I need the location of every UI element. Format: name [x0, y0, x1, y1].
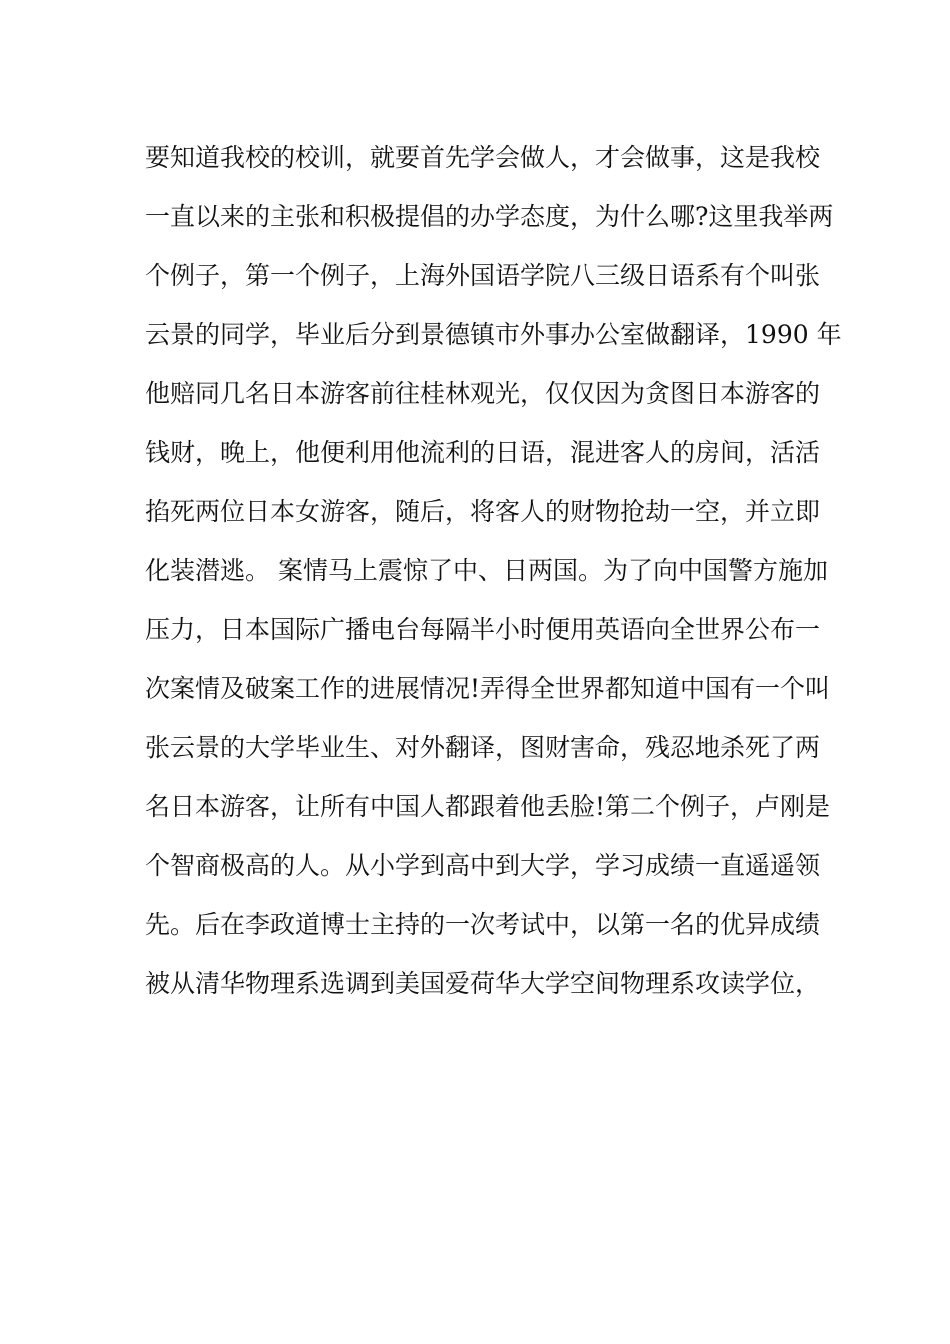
- text-line-6: 钱财，晚上，他便利用他流利的日语，混进客人的房间，活活: [145, 438, 821, 467]
- body-text: [145, 128, 842, 1013]
- text-line-8: 化装潜逃。 案情马上震惊了中、日两国。为了向中国警方施加: [145, 556, 828, 585]
- text-line-10: 次案情及破案工作的进展情况!弄得全世界都知道中国有一个叫: [145, 674, 831, 703]
- text-line-2: 一直以来的主张和积极提倡的办学态度，为什么哪?这里我举两: [145, 202, 834, 231]
- text-line-15: 被从清华物理系选调到美国爱荷华大学空间物理系攻读学位，: [145, 969, 821, 998]
- text-line-11: 张云景的大学毕业生、对外翻译，图财害命，残忍地杀死了两: [145, 733, 821, 762]
- text-line-12: 名日本游客，让所有中国人都跟着他丢脸!第二个例子，卢刚是: [145, 792, 831, 821]
- text-line-14: 先。后在李政道博士主持的一次考试中，以第一名的优异成绩: [145, 910, 821, 939]
- text-line-9: 压力，日本国际广播电台每隔半小时便用英语向全世界公布一: [145, 615, 821, 644]
- text-line-3: 个例子，第一个例子，上海外国语学院八三级日语系有个叫张: [145, 261, 821, 290]
- text-line-1: 要知道我校的校训，就要首先学会做人，才会做事，这是我校: [145, 143, 821, 172]
- text-line-4: 云景的同学，毕业后分到景德镇市外事办公室做翻译，1990 年: [145, 320, 842, 349]
- text-line-7: 掐死两位日本女游客，随后，将客人的财物抢劫一空，并立即: [145, 497, 821, 526]
- text-line-13: 个智商极高的人。从小学到高中到大学，学习成绩一直遥遥领: [145, 851, 821, 880]
- text-line-5: 他赔同几名日本游客前往桂林观光，仅仅因为贪图日本游客的: [145, 379, 821, 408]
